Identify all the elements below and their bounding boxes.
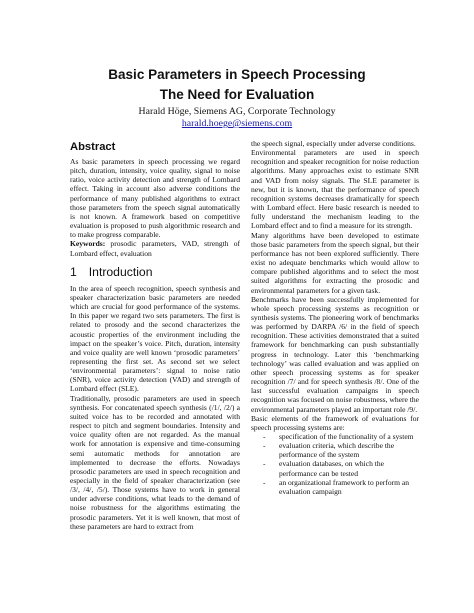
right-paragraph-2: Environmental parameters are used in speech recognition and speaker recognition for noise reduction algorithms. Many approaches exist to estimate SNR and VAD from noisy signals. The SLE parameter is new, but it is known, that the performance of speech recognition systems decreases dramatically for speech with Lombard effect. Here basic research is needed to fully understand the mechanism leading to the Lombard effect and to find a measure for its strength. bbox=[251, 148, 419, 231]
list-item: - an organizational framework to perform an evaluation campaign bbox=[251, 478, 419, 496]
right-paragraph-4: Benchmarks have been successfully implemented for whole speech processing systems as recognition or synthesis systems. The pioneering work of benchmarks was performed by DARPA /6/ in the field of speech recognition. These activities demonstrated that a suited framework for benchmarking can push substantially progress in technology. Later this ‘benchmarking technology’ was called evaluation and was applied on other speech processing systems as for speaker recognition /7/ and for speech synthesis /8/. One of the last successful evaluation campaigns in speech recognition was focused on noise robustness, where the environmental parameters played an important role /9/. bbox=[251, 294, 419, 414]
right-paragraph-1: the speech signal, especially under adverse conditions. bbox=[251, 139, 416, 148]
keywords-text: prosodic parameters, VAD, strength of Lombard effect, evaluation bbox=[70, 239, 240, 258]
intro-paragraph-1: In the area of speech recognition, speech synthesis and speaker characterization basic parameters are needed which are crucial for good performance of the systems. In this paper we regard two sets parameters. The first is related to prosody and the second characterizes the acoustic properties of the environment including the impact on the speaker’s voice. Pitch, duration, intensity and voice quality are well known ‘prosodic parameters’ representing the first set. As second set we select ‘environmental parameters’: signal to noise ratio (SNR), voice activity detection (VAD) and strength of Lombard effect (SLE). bbox=[70, 283, 240, 394]
left-column bbox=[70, 138, 240, 531]
keywords-line bbox=[70, 239, 240, 257]
list-item: - evaluation criteria, which describe the performance of the system bbox=[251, 441, 419, 459]
keywords-label: Keywords: bbox=[70, 239, 106, 249]
paper-title: Basic Parameters in Speech Processing bbox=[108, 67, 366, 82]
paper-subtitle: The Need for Evaluation bbox=[159, 87, 315, 102]
author-email-link[interactable]: harald.hoege@siemens.com bbox=[181, 118, 293, 129]
abstract-heading: Abstract bbox=[70, 141, 116, 153]
author-line: Harald Höge, Siemens AG, Corporate Technology bbox=[138, 106, 336, 117]
section-title: Introduction bbox=[88, 264, 153, 279]
list-item: - evaluation databases, on which the performance can be tested bbox=[251, 459, 419, 477]
right-paragraph-5: Basic elements of the framework of evaluations for speech processing systems are: bbox=[251, 413, 419, 432]
right-paragraph-3: Many algorithms have been developed to estimate those basic parameters from the speech signal, but their performance has not been explored sufficiently. There exist no adequate benchmarks which would allow to compare published algorithms and to select the most suited algorithms for extracting the prosodic and environmental parameters for a given task. bbox=[251, 230, 419, 295]
framework-elements-list bbox=[251, 432, 419, 496]
abstract-text: As basic parameters in speech processing we regard pitch, duration, intensity, voice quality, signal to noise ratio, voice activity detection and strength of Lombard effect. Taking in account also adverse conditions the performance of many published algorithms to extract those parameters from the speech signal automatically is not known. A framework based on competitive evaluation is proposed to push algorithmic research and to make progress comparable. bbox=[70, 157, 240, 240]
section-number: 1 bbox=[70, 264, 77, 279]
right-column bbox=[251, 139, 419, 496]
list-item: - specification of the functionality of a system bbox=[251, 432, 419, 441]
section-heading-introduction bbox=[70, 265, 240, 280]
intro-paragraph-2: Traditionally, prosodic parameters are used in speech synthesis. For concatenated speech synthesis (/1/, /2/) a suited voice has to be recorded and annotated with respect to pitch and segment boundaries. Intensity and voice quality often are not regarded. As the manual work for annotation is expensive and time-consuming semi automatic methods for annotation are implemented to decrease the efforts. Nowadays prosodic parameters are used in speech recognition and especially in the field of speaker characterization (see /3/, /4/, /5/). Those systems have to work in general under adverse conditions, what leads to the demand of noise robustness for the algorithms estimating the prosodic parameters. Yet it is well known, that most of these parameters are hard to extract from bbox=[70, 393, 240, 531]
